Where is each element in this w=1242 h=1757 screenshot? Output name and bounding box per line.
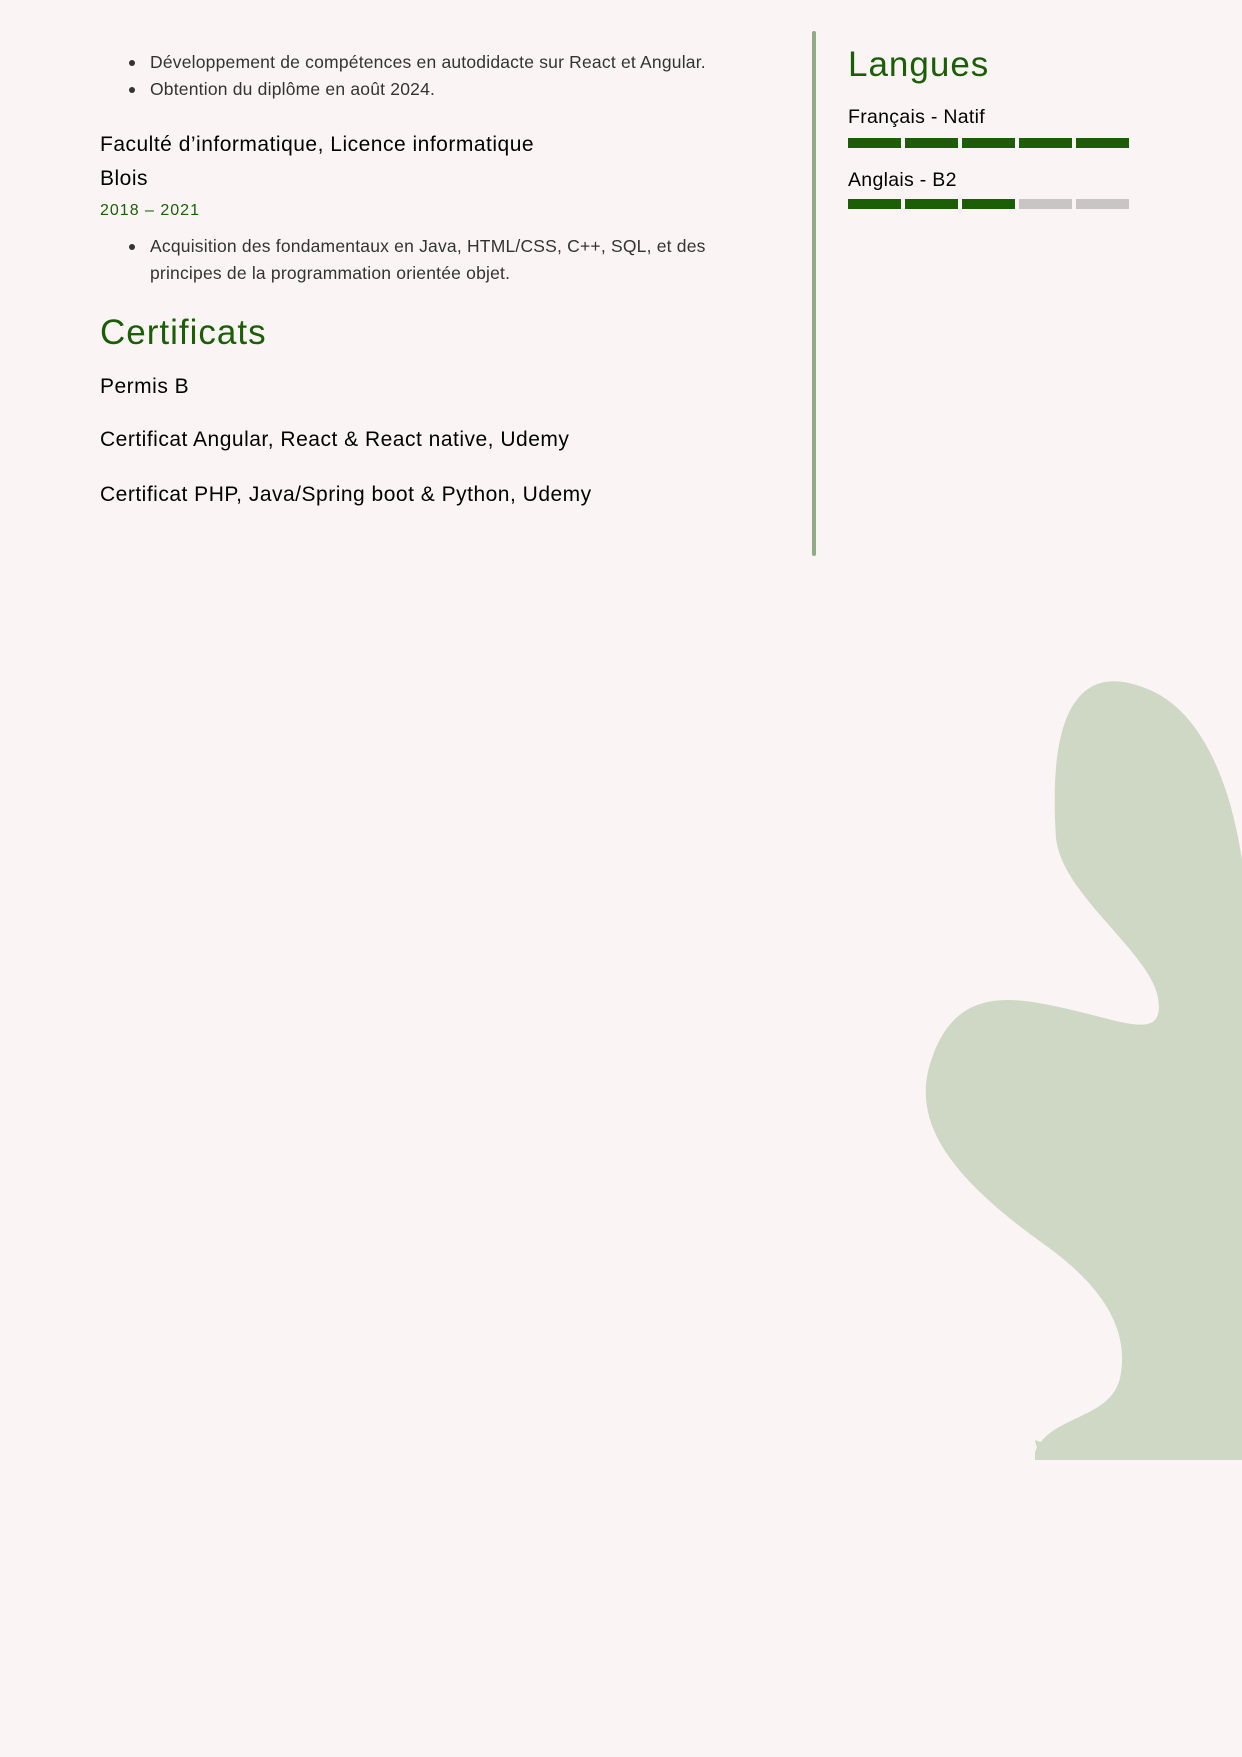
blob-path <box>926 681 1242 1460</box>
previous-education-bullets <box>100 49 780 103</box>
language-level-bar-english <box>848 199 1129 209</box>
certificate-item: Certificat Angular, React & React native, Udemy <box>100 428 570 451</box>
language-level-bar-french <box>848 138 1129 148</box>
certificates-heading: Certificats <box>100 313 267 352</box>
education-city: Blois <box>100 167 149 190</box>
list-item: Acquisition des fondamentaux en Java, HTML/CSS, C++, SQL, et des principes de la programmation orientée objet. <box>100 233 780 287</box>
level-segment-empty <box>1076 199 1129 209</box>
education-dates: 2018 – 2021 <box>100 202 200 219</box>
decorative-blob-shape <box>900 680 1242 1460</box>
certificate-item: Permis B <box>100 375 190 398</box>
languages-heading: Langues <box>848 45 990 84</box>
level-segment-filled <box>1076 138 1129 148</box>
list-item: Obtention du diplôme en août 2024. <box>100 76 780 103</box>
level-segment-filled <box>905 199 958 209</box>
language-label-french: Français - Natif <box>848 106 985 128</box>
faculty-education-bullets <box>100 233 780 287</box>
level-segment-filled <box>905 138 958 148</box>
level-segment-filled <box>1019 138 1072 148</box>
level-segment-filled <box>848 138 901 148</box>
level-segment-filled <box>848 199 901 209</box>
language-label-english: Anglais - B2 <box>848 169 957 191</box>
column-divider <box>812 31 816 556</box>
level-segment-filled <box>962 138 1015 148</box>
certificate-item: Certificat PHP, Java/Spring boot & Python, Udemy <box>100 483 592 506</box>
education-title: Faculté d’informatique, Licence informatique <box>100 133 535 156</box>
level-segment-empty <box>1019 199 1072 209</box>
list-item: Développement de compétences en autodidacte sur React et Angular. <box>100 49 780 76</box>
level-segment-filled <box>962 199 1015 209</box>
